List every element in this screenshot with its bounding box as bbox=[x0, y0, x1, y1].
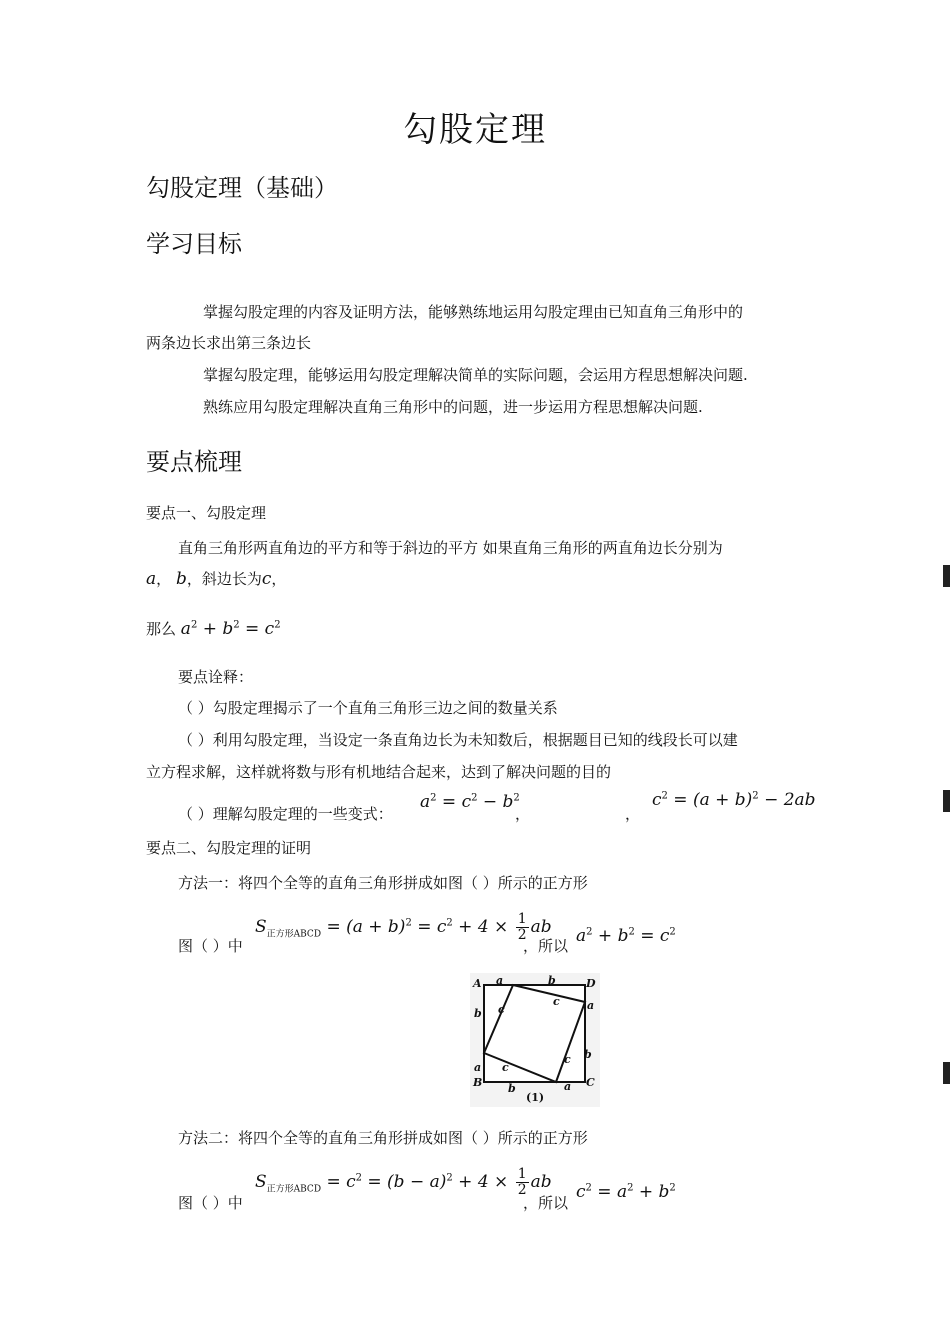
point2-title: 要点二、勾股定理的证明 bbox=[146, 839, 312, 857]
objective-1: 掌握勾股定理的内容及证明方法，能够熟练地运用勾股定理由已知直角三角形中的 bbox=[203, 303, 744, 321]
result-formula-1: $a^2 + b^2 = c^2$ bbox=[576, 926, 676, 946]
fig-label-2: 图（ ）中 bbox=[178, 1194, 243, 1212]
svg-text:a: a bbox=[564, 1080, 572, 1093]
svg-text:c: c bbox=[553, 995, 560, 1008]
area-formula-1: $S_{正方形ABCD} = (a + b)^2 = c^2 + 4$ × $\frac{1}{2}$ ab bbox=[255, 911, 552, 943]
objective-2: 掌握勾股定理，能够运用勾股定理解决简单的实际问题，会运用方程思想解决问题. bbox=[203, 366, 748, 384]
variant-formula-2: $c^2 = (a + b)^2 - 2ab$ bbox=[652, 790, 816, 810]
vertex-a-label: A bbox=[473, 977, 482, 990]
so-label-1: ，所以 bbox=[523, 937, 569, 955]
vertex-c-label: C bbox=[586, 1076, 595, 1089]
subtitle: 勾股定理（基础） bbox=[146, 174, 338, 202]
note-3: （ ）理解勾股定理的一些变式： bbox=[178, 805, 393, 823]
var-c: c bbox=[261, 569, 272, 589]
svg-text:a: a bbox=[474, 1061, 482, 1074]
scan-edge-mark bbox=[943, 790, 950, 812]
then-label: 那么 bbox=[146, 620, 177, 638]
point1-title: 要点一、勾股定理 bbox=[146, 504, 267, 522]
scan-edge-mark bbox=[943, 1062, 950, 1084]
var-b: b bbox=[175, 569, 187, 589]
notes-title: 要点诠释： bbox=[178, 668, 254, 686]
note-2-cont: 立方程求解，这样就将数与形有机地结合起来，达到了解决问题的目的 bbox=[146, 763, 612, 781]
var-a: a bbox=[146, 569, 157, 589]
objective-1-cont: 两条边长求出第三条边长 bbox=[146, 334, 312, 352]
svg-text:a: a bbox=[496, 974, 504, 987]
method-1: 方法一：将四个全等的直角三角形拼成如图（ ）所示的正方形 bbox=[178, 874, 588, 892]
hyp-text: ，斜边长为 bbox=[186, 570, 262, 588]
proof-figure-1 bbox=[470, 973, 600, 1107]
objective-3: 熟练应用勾股定理解决直角三角形中的问题，进一步运用方程思想解决问题. bbox=[203, 398, 703, 416]
svg-text:b: b bbox=[548, 974, 556, 987]
method-2: 方法二：将四个全等的直角三角形拼成如图（ ）所示的正方形 bbox=[178, 1129, 588, 1147]
result-formula-2: $c^2 = a^2 + b^2$ bbox=[576, 1182, 676, 1202]
svg-text:c: c bbox=[498, 1003, 505, 1016]
scan-edge-mark bbox=[943, 565, 950, 587]
note-1: （ ）勾股定理揭示了一个直角三角形三边之间的数量关系 bbox=[178, 699, 558, 717]
page-title: 勾股定理 bbox=[403, 110, 547, 150]
vertex-b-label: B bbox=[473, 1076, 483, 1089]
so-label-2: ，所以 bbox=[523, 1194, 569, 1212]
svg-text:b: b bbox=[474, 1007, 482, 1020]
svg-text:a: a bbox=[587, 999, 595, 1012]
pythagoras-formula: $a^2 + b^2 = c^2$ bbox=[180, 619, 281, 639]
svg-text:c: c bbox=[564, 1053, 571, 1066]
section-points: 要点梳理 bbox=[146, 448, 242, 476]
section-objectives: 学习目标 bbox=[146, 230, 242, 258]
point1-vars: a， b，斜边长为c， bbox=[146, 569, 287, 589]
svg-text:b: b bbox=[508, 1082, 516, 1095]
point1-text: 直角三角形两直角边的平方和等于斜边的平方 如果直角三角形的两直角边长分别为 bbox=[178, 539, 723, 557]
note-2: （ ）利用勾股定理，当设定一条直角边长为未知数后，根据题目已知的线段长可以建 bbox=[178, 731, 738, 749]
figure-caption: (1) bbox=[526, 1091, 545, 1104]
area-formula-2: $S_{正方形ABCD} = c^2 = (b - a)^2 + 4$ × $\frac{1}{2}$ ab bbox=[255, 1166, 552, 1198]
variant-formula-1: $a^2 = c^2 - b^2$ bbox=[420, 792, 520, 812]
svg-text:b: b bbox=[584, 1048, 592, 1061]
then-line bbox=[146, 618, 281, 639]
vertex-d-label: D bbox=[586, 977, 596, 990]
svg-text:c: c bbox=[502, 1061, 509, 1074]
fig-label-1: 图（ ）中 bbox=[178, 937, 243, 955]
